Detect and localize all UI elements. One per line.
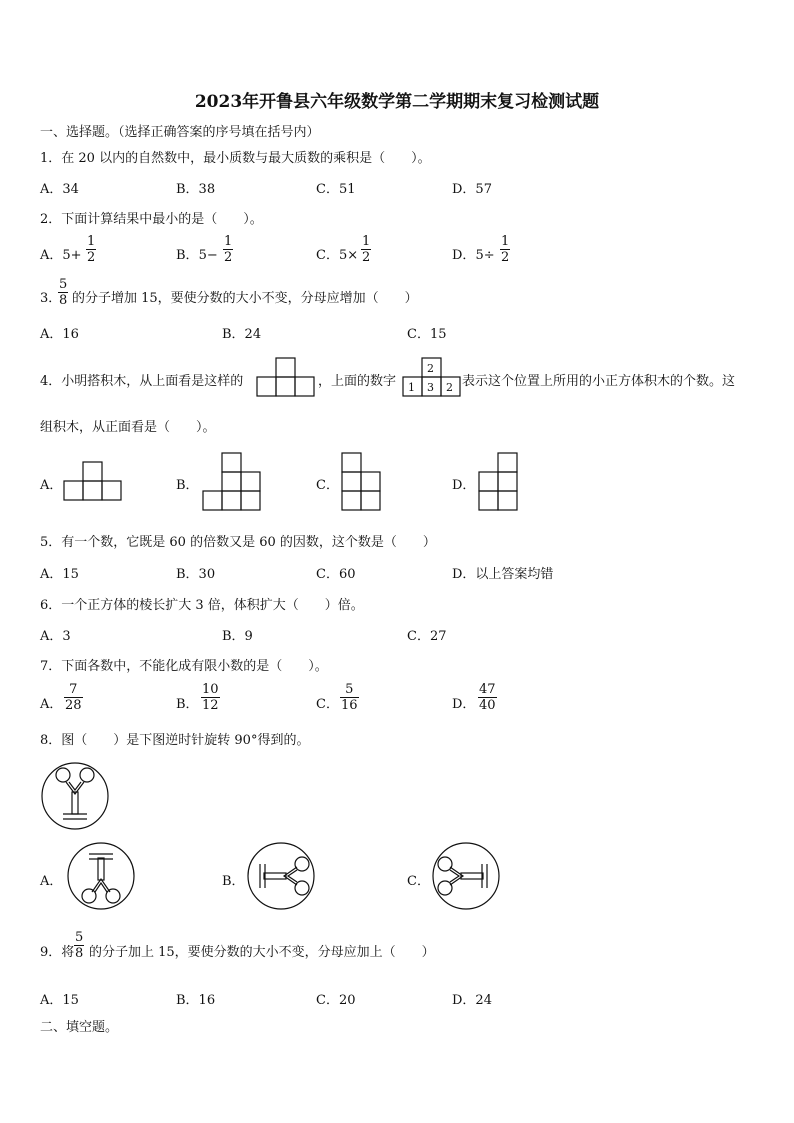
q1-option-c[interactable]: C．51 [316,182,356,197]
q3-fraction: 5 8 [59,277,68,308]
question-9-lead: 9．将 [40,945,75,960]
q4-top-view-figure [257,358,317,398]
q8-option-b-label[interactable]: B． [222,874,245,889]
q6-option-c[interactable]: C．27 [407,629,447,644]
q7-option-d-label[interactable]: D． [452,697,476,712]
page-title: 2023年开鲁县六年级数学第二学期期末复习检测试题 [194,92,600,112]
q2-option-c-expr: 5× [338,248,359,263]
question-4-part1: 4．小明搭积木，从上面看是这样的 [40,374,244,389]
q6-option-b[interactable]: B．9 [222,629,253,644]
q2-option-c-fraction: 1 2 [362,234,371,265]
q4-option-a-figure[interactable] [64,462,124,502]
q2-option-c[interactable] [316,244,358,263]
question-4-part3: 表示这个位置上所用的小正方体积木的个数。这 [462,374,736,389]
q7-option-a-label[interactable]: A． [40,697,63,712]
q7-option-c-label[interactable]: C． [316,697,339,712]
q2-option-b[interactable] [176,244,218,263]
q8-option-b-figure[interactable] [247,842,317,912]
q4-option-b-label[interactable]: B． [176,478,199,493]
q4-option-b-figure[interactable] [203,453,263,513]
question-9-stem: 的分子加上 15，要使分数的大小不变，分母应加上（ ） [89,945,435,960]
q3-option-c[interactable]: C．15 [407,327,447,342]
q9-option-c[interactable]: C．20 [316,993,356,1008]
q4-option-d-label[interactable]: D． [452,478,476,493]
q7-option-c-fraction[interactable]: 5 16 [341,682,358,713]
q2-option-a-label: A． [40,248,63,263]
q2-option-d-fraction: 1 2 [501,234,510,265]
q2-option-b-label: B． [176,248,199,263]
q4-option-d-figure[interactable] [479,453,521,513]
q2-option-b-fraction: 1 2 [224,234,233,265]
q8-option-c-figure[interactable] [432,842,502,912]
q5-option-b[interactable]: B．30 [176,567,216,582]
q7-option-b-label[interactable]: B． [176,697,199,712]
q8-option-a-figure[interactable] [67,842,137,912]
q2-option-c-label: C． [316,248,339,263]
q7-option-a-fraction[interactable]: 7 28 [65,682,82,713]
question-3-number: 3． [40,291,62,306]
section-heading-fill-in: 二、填空题。 [40,1020,119,1035]
q2-option-a-expr: 5+ [62,248,82,263]
q2-option-a-fraction: 1 2 [87,234,96,265]
q4-grid-digit-left: 1 [408,381,415,394]
question-2-stem: 2．下面计算结果中最小的是（ ）。 [40,212,263,227]
q2-option-d-expr: 5÷ [475,248,495,263]
q9-option-a[interactable]: A．15 [40,993,79,1008]
q4-option-c-label[interactable]: C． [316,478,339,493]
q9-option-d[interactable]: D．24 [452,993,492,1008]
q9-option-b[interactable]: B．16 [176,993,216,1008]
question-8-stem: 8．图（ ）是下图逆时针旋转 90°得到的。 [40,733,310,748]
q9-fraction: 5 8 [75,930,84,961]
q4-number-grid [403,358,461,398]
q7-option-d-fraction[interactable]: 47 40 [479,682,496,713]
q1-option-a[interactable]: A．34 [40,182,79,197]
q4-grid-digit-right: 2 [446,381,453,394]
q3-option-b[interactable]: B．24 [222,327,262,342]
q8-option-a-label[interactable]: A． [40,874,63,889]
q8-option-c-label[interactable]: C． [407,874,430,889]
q5-option-d[interactable]: D．以上答案均错 [452,567,554,582]
q6-option-a[interactable]: A．3 [40,629,71,644]
q4-option-c-figure[interactable] [342,453,384,513]
question-4-line2: 组积木，从正面看是（ ）。 [40,420,216,435]
q3-option-a[interactable]: A．16 [40,327,79,342]
q8-original-figure [41,762,111,832]
q1-option-b[interactable]: B．38 [176,182,216,197]
q2-option-b-expr: 5− [198,248,218,263]
q1-option-d[interactable]: D．57 [452,182,492,197]
question-5-stem: 5．有一个数，它既是 60 的倍数又是 60 的因数，这个数是（ ） [40,535,436,550]
q5-option-c[interactable]: C．60 [316,567,356,582]
q5-option-a[interactable]: A．15 [40,567,79,582]
question-3-stem: 的分子增加 15，要使分数的大小不变，分母应增加（ ） [72,291,418,306]
question-6-stem: 6．一个正方体的棱长扩大 3 倍，体积扩大（ ）倍。 [40,598,364,613]
section-heading-choice: 一、选择题。（选择正确答案的序号填在括号内） [40,125,320,140]
q2-option-d-label: D． [452,248,476,263]
question-1-stem: 1．在 20 以内的自然数中，最小质数与最大质数的乘积是（ ）。 [40,151,431,166]
q4-grid-digit-middle: 3 [427,381,434,394]
q2-option-d[interactable] [452,244,495,263]
q7-option-b-fraction[interactable]: 10 12 [202,682,219,713]
question-4-part2: ，上面的数字 [318,374,397,389]
q4-option-a-label[interactable]: A． [40,478,63,493]
q2-option-a[interactable] [40,244,82,263]
question-7-stem: 7．下面各数中，不能化成有限小数的是（ ）。 [40,659,328,674]
q4-grid-digit-top: 2 [427,362,434,375]
